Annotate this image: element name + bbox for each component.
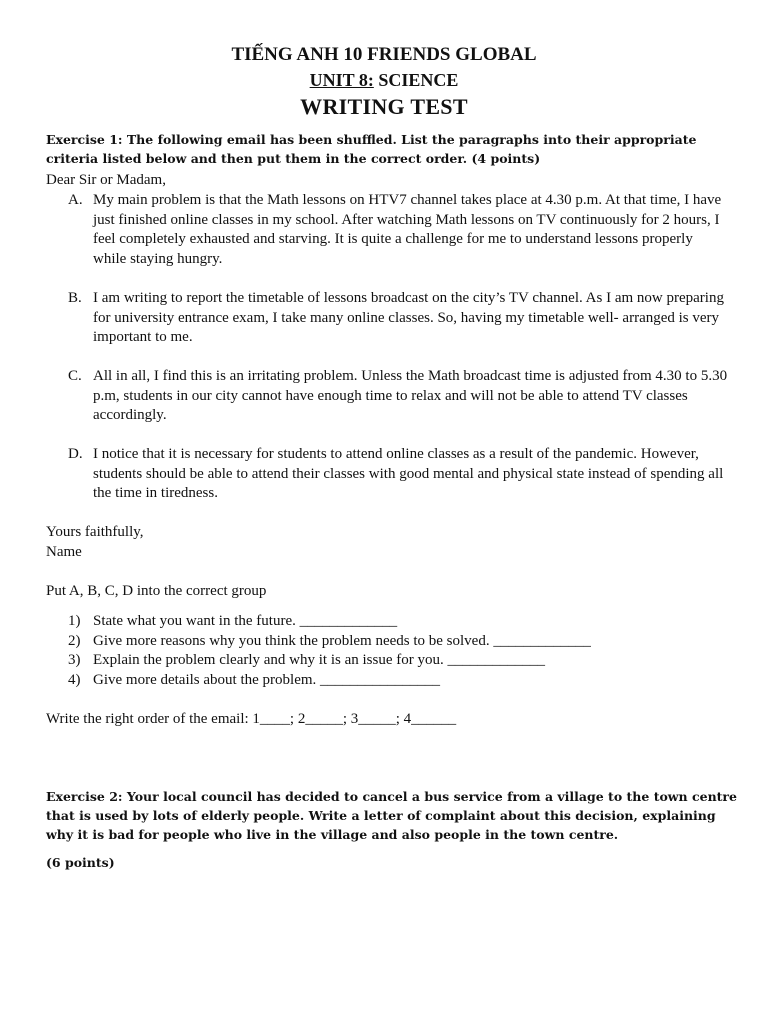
email-paragraph-b bbox=[68, 289, 728, 348]
criteria-number: 3) bbox=[68, 652, 81, 668]
exercise2-instruction: Exercise 2: Your local council has decided to cancel a bus service from a village to the town centre that is used by lots of elderly people. Write a letter of complaint about this decision, explaining why it is bad for people who live in the village and also people in the town centre. bbox=[46, 789, 737, 842]
email-closing: Yours faithfully, bbox=[46, 524, 144, 540]
criteria-item bbox=[68, 632, 591, 652]
criteria-item bbox=[68, 612, 397, 632]
paragraph-label: D. bbox=[68, 446, 83, 462]
criteria-number: 2) bbox=[68, 633, 81, 649]
unit-topic: SCIENCE bbox=[373, 70, 459, 90]
course-title: TIẾNG ANH 10 FRIENDS GLOBAL bbox=[231, 44, 537, 65]
criteria-text: Give more reasons why you think the problem needs to be solved. _____________ bbox=[93, 633, 591, 649]
criteria-number: 1) bbox=[68, 613, 81, 629]
unit-heading bbox=[0, 70, 768, 91]
exercise1-instruction: Exercise 1: The following email has been shuffled. List the paragraphs into their appropriate criteria listed below and then put them in the correct order. (4 points) bbox=[46, 132, 697, 166]
group-prompt: Put A, B, C, D into the correct group bbox=[46, 583, 267, 599]
criteria-item bbox=[68, 651, 545, 671]
criteria-text: State what you want in the future. _____________ bbox=[93, 613, 398, 629]
paragraph-label: C. bbox=[68, 368, 82, 384]
email-paragraph-d bbox=[68, 445, 728, 504]
criteria-item bbox=[68, 671, 440, 691]
email-signature: Name bbox=[46, 544, 82, 560]
email-greeting: Dear Sir or Madam, bbox=[46, 172, 166, 188]
exercise2-points: (6 points) bbox=[46, 855, 115, 870]
paragraph-label: B. bbox=[68, 290, 82, 306]
criteria-number: 4) bbox=[68, 672, 81, 688]
paragraph-text: I notice that it is necessary for students to attend online classes as a result of the pandemic. However, students should be able to attend their classes with good mental and physical state instead of spending all the time in tiredness. bbox=[93, 446, 724, 502]
email-paragraph-a bbox=[68, 191, 728, 269]
paragraph-label: A. bbox=[68, 192, 83, 208]
criteria-text: Explain the problem clearly and why it is an issue for you. _____________ bbox=[93, 652, 545, 668]
paragraph-text: All in all, I find this is an irritating problem. Unless the Math broadcast time is adjusted from 4.30 to 5.30 p.m, students in our city cannot have enough time to relax and will not be able to attend TV classes accordingly. bbox=[93, 368, 728, 424]
paragraph-text: I am writing to report the timetable of lessons broadcast on the city’s TV channel. As I am now preparing for university entrance exam, I take many online classes. So, having my timetable well- arranged is very important to me. bbox=[93, 290, 724, 346]
criteria-text: Give more details about the problem. ________________ bbox=[93, 672, 441, 688]
unit-label: UNIT 8: bbox=[309, 70, 374, 90]
test-title: WRITING TEST bbox=[300, 94, 468, 119]
email-paragraph-c bbox=[68, 367, 728, 426]
paragraph-text: My main problem is that the Math lessons on HTV7 channel takes place at 4.30 p.m. At that time, I have just finished online classes in my school. After watching Math lessons on TV continuously for 2 hours, I feel completely exhausted and starving. It is quite a challenge for me to understand lessons properly while staying hungry. bbox=[93, 192, 722, 267]
order-prompt: Write the right order of the email: 1____; 2_____; 3_____; 4______ bbox=[46, 711, 457, 727]
